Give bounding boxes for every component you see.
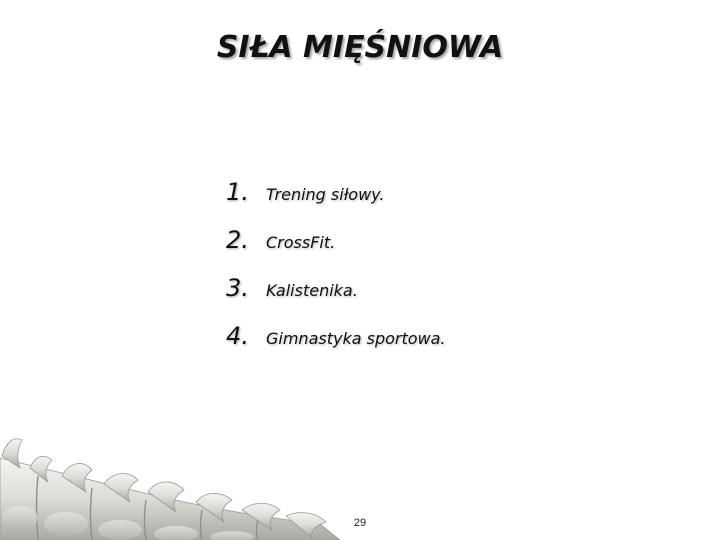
spine-illustration [0,418,360,540]
list-item [226,322,446,370]
list-item-number: 1. [226,178,249,206]
list-item-text: Kalistenika. [266,281,358,300]
list-item-text: Trening siłowy. [266,185,385,204]
page-number: 29 [353,517,367,529]
list-item-number: 4. [226,322,249,350]
list-item [226,178,446,226]
slide-title: SIŁA MIĘŚNIOWA [216,30,504,65]
numbered-list [226,178,446,370]
list-item-text: CrossFit. [266,233,336,252]
list-item-number: 2. [226,226,249,254]
list-item-text: Gimnastyka sportowa. [266,329,446,348]
list-item-number: 3. [226,274,249,302]
list-item [226,226,446,274]
list-item [226,274,446,322]
